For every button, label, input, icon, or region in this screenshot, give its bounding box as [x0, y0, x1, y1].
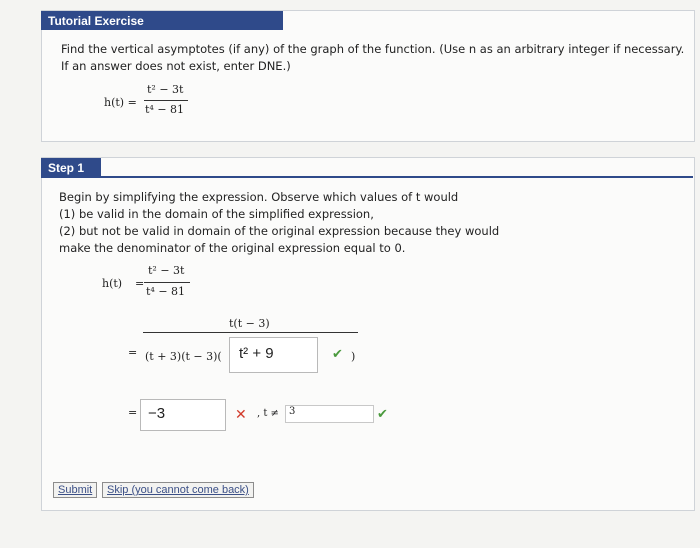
- problem-function-numerator: t² − 3t: [147, 83, 184, 96]
- problem-text-line1: Find the vertical asymptotes (if any) of the graph of the function. (Use n as an arbitrary integer if necessary.: [61, 42, 685, 56]
- correct-check-icon-2: ✔: [377, 407, 388, 422]
- exercise-title: Tutorial Exercise: [41, 11, 283, 30]
- correct-check-icon: ✔: [332, 347, 343, 362]
- condition-label: , t ≠: [257, 408, 279, 419]
- step-function-denominator: t⁴ − 81: [146, 285, 186, 298]
- factored-denominator-suffix: ): [351, 350, 356, 363]
- factored-numerator: t(t − 3): [229, 317, 270, 330]
- step-label: Step 1: [41, 158, 101, 178]
- step-equals-2: =: [128, 346, 138, 359]
- answer-input-2-value: −3: [148, 405, 166, 422]
- step-text-line2: (1) be valid in the domain of the simplified expression,: [59, 207, 374, 221]
- step-text-line4: make the denominator of the original expression equal to 0.: [59, 241, 406, 255]
- step-function-numerator: t² − 3t: [148, 264, 185, 277]
- submit-button[interactable]: Submit: [53, 482, 97, 498]
- incorrect-x-icon: ✕: [235, 407, 247, 423]
- skip-button[interactable]: Skip (you cannot come back): [102, 482, 254, 498]
- answer-input-3[interactable]: [285, 405, 374, 423]
- problem-fraction-bar: [144, 100, 188, 101]
- step-fraction-bar: [144, 282, 190, 283]
- problem-function-lhs: h(t) =: [104, 96, 137, 109]
- factored-fraction-bar: [143, 332, 358, 333]
- step-text-line3: (2) but not be valid in domain of the original expression because they would: [59, 224, 500, 238]
- problem-function-denominator: t⁴ − 81: [145, 103, 185, 116]
- answer-input-3-value: 3: [289, 406, 296, 417]
- step-function-lhs: h(t): [102, 277, 123, 290]
- step-text-line1: Begin by simplifying the expression. Observe which values of t would: [59, 190, 459, 204]
- step-equals-1: =: [135, 277, 145, 290]
- problem-text-line2: If an answer does not exist, enter DNE.): [61, 59, 291, 73]
- factored-denominator-prefix: (t + 3)(t − 3)(: [145, 350, 222, 363]
- step-equals-3: =: [128, 406, 138, 419]
- answer-input-1-value: t² + 9: [239, 345, 274, 362]
- step-divider: [101, 176, 693, 178]
